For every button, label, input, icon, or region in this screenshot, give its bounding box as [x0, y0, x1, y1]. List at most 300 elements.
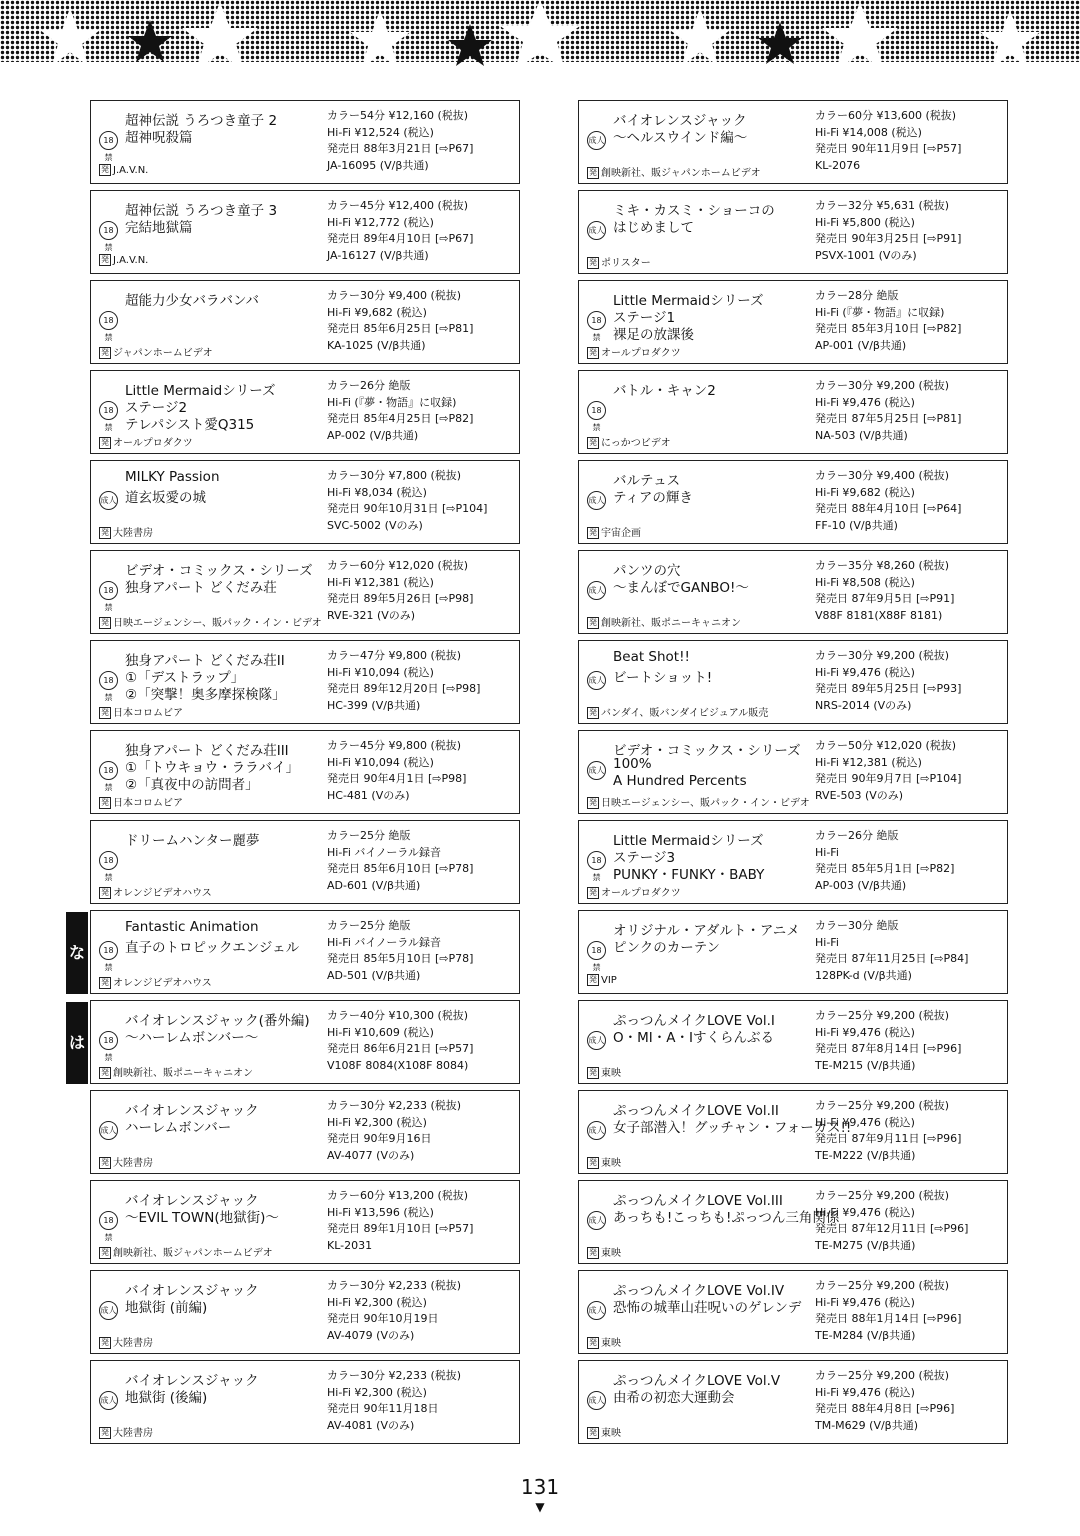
detail-line: HC-399 (V/β共通): [327, 698, 421, 712]
entry-details: [815, 648, 1005, 714]
distributor-name: ジャパンホームビデオ: [113, 348, 213, 359]
entry-details: [327, 918, 517, 984]
detail-line: カラー60分 ¥12,020 (税抜): [327, 559, 469, 572]
detail-line: 発売日 87年12月11日 [⇨P96]: [815, 1222, 969, 1235]
entry-title: ぷっつんメイクLOVE Vol.I: [613, 1013, 775, 1029]
detail-line: カラー30分 ¥2,233 (税抜): [327, 1279, 462, 1292]
detail-line: Hi-Fi: [815, 845, 839, 859]
detail-line: AP-002 (V/β共通): [327, 428, 419, 442]
entry-subtitle: A Hundred Percents: [613, 773, 747, 789]
video-entry: [578, 820, 1008, 904]
video-entry: [90, 1000, 520, 1084]
distributor: [587, 1064, 621, 1079]
publisher-mark-icon: 発: [101, 798, 109, 807]
entry-title: 超能力少女バラバンバ: [125, 293, 260, 309]
detail-line: Hi-Fi ¥9,476 (税込): [815, 1295, 915, 1309]
distributor-name: 大陸書房: [113, 1158, 153, 1169]
rating-badge-icon: 18禁: [587, 401, 606, 420]
entry-title: バイオレンスジャック(番外編): [125, 1013, 310, 1029]
entry-details: [327, 288, 517, 354]
rating-badge-icon: 18禁: [99, 1031, 118, 1050]
entry-details: [815, 918, 1005, 984]
detail-line: Hi-Fi ¥10,609 (税込): [327, 1025, 434, 1039]
detail-line: カラー30分 絶版: [815, 919, 899, 932]
distributor: [587, 614, 741, 629]
publisher-mark-icon: 発: [101, 978, 109, 987]
detail-line: 発売日 90年10月31日 [⇨P104]: [327, 502, 488, 515]
rating-badge-icon: 成人: [99, 1121, 118, 1140]
entry-details: [815, 1278, 1005, 1344]
publisher-mark-icon: 発: [101, 438, 109, 447]
detail-line: Hi-Fi ¥9,476 (税込): [815, 395, 915, 409]
publisher-mark-icon: 発: [589, 888, 597, 897]
entry-subtitle: 由希の初恋大運動会: [613, 1390, 735, 1406]
detail-line: AV-4081 (Vのみ): [327, 1418, 415, 1432]
distributor: [587, 974, 617, 986]
detail-line: AP-001 (V/β共通): [815, 338, 907, 352]
entry-details: [327, 198, 517, 264]
video-entry: [90, 100, 520, 184]
detail-line: カラー25分 ¥9,200 (税抜): [815, 1369, 950, 1382]
video-entry: [90, 190, 520, 274]
detail-line: Hi-Fi ¥9,476 (税込): [815, 1025, 915, 1039]
publisher-mark-icon: 発: [589, 798, 597, 807]
distributor: [99, 884, 212, 899]
distributor-name: 創映新社、販ジャパンホームビデオ: [113, 1248, 273, 1259]
detail-line: Hi-Fi ¥10,094 (税込): [327, 755, 434, 769]
video-entry: [578, 460, 1008, 544]
entry-title: バイオレンスジャック: [125, 1193, 259, 1209]
rating-badge-icon: 18禁: [587, 311, 606, 330]
entry-details: [327, 1098, 517, 1164]
detail-line: JA-16095 (V/β共通): [327, 158, 429, 172]
detail-line: KL-2031: [327, 1238, 373, 1252]
rating-badge-icon: 成人: [587, 1301, 606, 1320]
detail-line: カラー30分 ¥9,400 (税抜): [327, 289, 462, 302]
detail-line: 128PK-d (V/β共通): [815, 968, 912, 982]
distributor: [99, 1154, 153, 1169]
publisher-mark-icon: 発: [101, 1338, 109, 1347]
left-column: [90, 100, 520, 1450]
entry-details: [815, 198, 1005, 264]
entry-title: 独身アパート どくだみ荘III: [125, 743, 289, 759]
distributor-name: J.A.V.N.: [113, 165, 149, 176]
distributor-name: 創映新社、販ジャパンホームビデオ: [601, 168, 761, 179]
detail-line: Hi-Fi バイノーラル録音: [327, 845, 442, 859]
detail-line: Hi-Fi (『夢・物語』に収録): [327, 395, 457, 409]
detail-line: Hi-Fi ¥9,476 (税込): [815, 1205, 915, 1219]
distributor-name: 東映: [601, 1068, 621, 1079]
detail-line: 発売日 89年1月10日 [⇨P57]: [327, 1222, 474, 1235]
entry-details: [815, 1008, 1005, 1074]
entry-details: [815, 1368, 1005, 1434]
entry-subtitle: 超神呪殺篇: [125, 130, 193, 146]
video-entry: [90, 820, 520, 904]
detail-line: 発売日 90年3月25日 [⇨P91]: [815, 232, 962, 245]
detail-line: 発売日 88年1月14日 [⇨P96]: [815, 1312, 962, 1325]
publisher-mark-icon: 発: [589, 1338, 597, 1347]
video-entry: [90, 1270, 520, 1354]
distributor: [587, 434, 671, 449]
entry-details: [327, 1188, 517, 1254]
distributor: [99, 344, 213, 359]
detail-line: TE-M215 (V/β共通): [815, 1058, 916, 1072]
detail-line: カラー60分 ¥13,600 (税抜): [815, 109, 957, 122]
detail-line: 発売日 89年4月10日 [⇨P67]: [327, 232, 474, 245]
detail-line: Hi-Fi ¥5,800 (税込): [815, 215, 915, 229]
detail-line: Hi-Fi ¥14,008 (税込): [815, 125, 922, 139]
detail-line: カラー47分 ¥9,800 (税抜): [327, 649, 462, 662]
distributor-name: 日映エージェンシー、販パック・イン・ビデオ: [601, 798, 810, 809]
entry-details: [327, 468, 517, 534]
rating-badge-icon: 成人: [587, 1121, 606, 1140]
entry-subtitle: ティアの輝き: [613, 490, 693, 506]
detail-line: JA-16127 (V/β共通): [327, 248, 429, 262]
distributor-name: 大陸書房: [113, 1428, 153, 1439]
distributor: [99, 164, 148, 176]
detail-line: 発売日 87年8月14日 [⇨P96]: [815, 1042, 962, 1055]
detail-line: カラー30分 ¥9,200 (税抜): [815, 649, 950, 662]
entry-title: バイオレンスジャック: [125, 1373, 259, 1389]
detail-line: 発売日 89年5月26日 [⇨P98]: [327, 592, 474, 605]
detail-line: AV-4077 (Vのみ): [327, 1148, 415, 1162]
distributor: [587, 164, 761, 179]
distributor-name: オールプロダクツ: [601, 888, 681, 899]
rating-badge-icon: 18禁: [99, 401, 118, 420]
detail-line: TE-M222 (V/β共通): [815, 1148, 916, 1162]
detail-line: Hi-Fi バイノーラル録音: [327, 935, 442, 949]
entry-details: [327, 1278, 517, 1344]
detail-line: Hi-Fi ¥2,300 (税込): [327, 1115, 427, 1129]
detail-line: 発売日 88年4月8日 [⇨P96]: [815, 1402, 955, 1415]
detail-line: Hi-Fi ¥13,596 (税込): [327, 1205, 434, 1219]
rating-badge-icon: 18禁: [99, 671, 118, 690]
entry-details: [327, 738, 517, 804]
publisher-mark-icon: 発: [589, 168, 597, 177]
distributor-name: VIP: [601, 975, 617, 986]
distributor-name: 東映: [601, 1248, 621, 1259]
publisher-mark-icon: 発: [589, 348, 597, 357]
entry-title: オリジナル・アダルト・アニメ: [613, 923, 800, 939]
detail-line: 発売日 87年5月25日 [⇨P81]: [815, 412, 962, 425]
rating-badge-icon: 18禁: [99, 941, 118, 960]
detail-line: カラー35分 ¥8,260 (税抜): [815, 559, 950, 572]
distributor: [587, 1154, 621, 1169]
rating-badge-icon: 成人: [99, 491, 118, 510]
rating-badge-icon: 成人: [99, 1301, 118, 1320]
distributor: [587, 1244, 621, 1259]
entry-subtitle: 〜まんぼでGANBO!〜: [613, 580, 749, 596]
entry-details: [327, 558, 517, 624]
entry-subtitle: O・MI・A・Iすくらんぶる: [613, 1030, 774, 1046]
detail-line: TE-M275 (V/β共通): [815, 1238, 916, 1252]
video-entry: [578, 190, 1008, 274]
detail-line: 発売日 88年3月21日 [⇨P67]: [327, 142, 474, 155]
video-entry: [578, 1000, 1008, 1084]
detail-line: NA-503 (V/β共通): [815, 428, 908, 442]
detail-line: TM-M629 (V/β共通): [815, 1418, 918, 1432]
index-tab-ha: は: [66, 1002, 88, 1084]
star-pattern-header: [0, 0, 1080, 78]
distributor: [99, 1244, 273, 1259]
detail-line: 発売日 88年4月10日 [⇨P64]: [815, 502, 962, 515]
publisher-mark-icon: 発: [101, 888, 109, 897]
detail-line: 発売日 87年11月25日 [⇨P84]: [815, 952, 969, 965]
video-entry: [90, 1180, 520, 1264]
rating-badge-icon: 18禁: [99, 581, 118, 600]
video-entry: [90, 280, 520, 364]
distributor-name: 日映エージェンシー、販パック・イン・ビデオ: [113, 618, 322, 629]
detail-line: カラー40分 ¥10,300 (税抜): [327, 1009, 469, 1022]
detail-line: KL-2076: [815, 158, 861, 172]
entry-title: 超神伝説 うろつき童子 3: [125, 203, 278, 219]
distributor: [99, 1424, 153, 1439]
entry-title: MILKY Passion: [125, 469, 220, 485]
detail-line: カラー60分 ¥13,200 (税抜): [327, 1189, 469, 1202]
entry-title: ビデオ・コミックス・シリーズ: [125, 563, 313, 579]
distributor: [99, 254, 148, 266]
detail-line: カラー30分 ¥2,233 (税抜): [327, 1099, 462, 1112]
detail-line: Hi-Fi ¥9,476 (税込): [815, 665, 915, 679]
detail-line: カラー25分 ¥9,200 (税抜): [815, 1009, 950, 1022]
entry-subtitle: ①「デストラップ」: [125, 670, 245, 686]
detail-line: 発売日 85年6月25日 [⇨P81]: [327, 322, 474, 335]
distributor: [587, 1424, 621, 1439]
entry-title: 独身アパート どくだみ荘II: [125, 653, 285, 669]
rating-badge-icon: 18禁: [99, 1211, 118, 1230]
detail-line: カラー25分 ¥9,200 (税抜): [815, 1189, 950, 1202]
distributor: [99, 794, 183, 809]
entry-details: [327, 108, 517, 174]
detail-line: カラー45分 ¥12,400 (税抜): [327, 199, 469, 212]
detail-line: Hi-Fi ¥9,476 (税込): [815, 1115, 915, 1129]
distributor: [99, 614, 322, 629]
detail-line: カラー30分 ¥9,200 (税抜): [815, 379, 950, 392]
entry-title: ビデオ・コミックス・シリーズ: [613, 743, 801, 759]
entry-subtitle: 恐怖の城華山荘呪いのゲレンデ: [613, 1300, 802, 1316]
detail-line: カラー50分 ¥12,020 (税抜): [815, 739, 957, 752]
entry-title: ぷっつんメイクLOVE Vol.III: [613, 1193, 783, 1209]
publisher-mark-icon: 発: [589, 528, 597, 537]
entry-details: [815, 108, 1005, 174]
detail-line: カラー45分 ¥9,800 (税抜): [327, 739, 462, 752]
entry-details: [327, 828, 517, 894]
entry-subtitle: ステージ2: [125, 400, 188, 416]
detail-line: 発売日 85年3月10日 [⇨P82]: [815, 322, 962, 335]
video-entry: [90, 460, 520, 544]
detail-line: Hi-Fi ¥9,682 (税込): [327, 305, 427, 319]
video-entry: [90, 1090, 520, 1174]
detail-line: カラー30分 ¥9,400 (税抜): [815, 469, 950, 482]
detail-line: 発売日 90年9月7日 [⇨P104]: [815, 772, 962, 785]
rating-badge-icon: 18禁: [99, 131, 118, 150]
detail-line: カラー30分 ¥2,233 (税抜): [327, 1369, 462, 1382]
entry-title: Little Mermaidシリーズ: [125, 383, 276, 399]
video-entry: [90, 550, 520, 634]
distributor-name: 東映: [601, 1428, 621, 1439]
entry-details: [815, 288, 1005, 354]
publisher-mark-icon: 発: [589, 618, 597, 627]
detail-line: V108F 8084(X108F 8084): [327, 1058, 469, 1072]
distributor: [99, 704, 183, 719]
publisher-mark-icon: 発: [589, 708, 597, 717]
detail-line: カラー25分 絶版: [327, 919, 411, 932]
publisher-mark-icon: 発: [101, 1068, 109, 1077]
distributor-name: にっかつビデオ: [601, 438, 671, 449]
distributor-name: 大陸書房: [113, 528, 153, 539]
detail-line: Hi-Fi ¥9,476 (税込): [815, 1385, 915, 1399]
distributor: [99, 1064, 253, 1079]
rating-badge-icon: 成人: [587, 1031, 606, 1050]
detail-line: 発売日 90年11月9日 [⇨P57]: [815, 142, 962, 155]
rating-badge-icon: 18禁: [587, 851, 606, 870]
rating-badge-icon: 18禁: [99, 761, 118, 780]
distributor: [587, 524, 641, 539]
publisher-mark-icon: 発: [101, 528, 109, 537]
detail-line: TE-M284 (V/β共通): [815, 1328, 916, 1342]
distributor: [587, 794, 810, 809]
distributor-name: 創映新社、販ポニーキャニオン: [113, 1068, 253, 1079]
entry-details: [327, 1008, 517, 1074]
detail-line: 発売日 90年9月16日: [327, 1132, 432, 1145]
publisher-mark-icon: 発: [101, 165, 109, 174]
entry-details: [327, 378, 517, 444]
distributor-name: オールプロダクツ: [601, 348, 681, 359]
distributor: [99, 524, 153, 539]
index-tab-na: な: [66, 912, 88, 994]
entry-subtitle: ビートショット!: [613, 670, 713, 686]
rating-badge-icon: 成人: [587, 221, 606, 240]
publisher-mark-icon: 発: [589, 1428, 597, 1437]
detail-line: カラー25分 絶版: [327, 829, 411, 842]
detail-line: カラー25分 ¥9,200 (税抜): [815, 1099, 950, 1112]
video-entry: [90, 730, 520, 814]
distributor-name: 日本コロムビア: [113, 708, 183, 719]
entry-title: Little Mermaidシリーズ: [613, 833, 764, 849]
entry-subtitle: 女子部潜入！グッチャン・フォーカス!!: [613, 1120, 852, 1136]
entry-subtitle: ②「突撃！奥多摩探検隊」: [125, 687, 286, 703]
entry-details: [815, 1098, 1005, 1164]
rating-badge-icon: 成人: [587, 671, 606, 690]
detail-line: 発売日 85年4月25日 [⇨P82]: [327, 412, 474, 425]
distributor-name: ポリスター: [601, 258, 651, 269]
publisher-mark-icon: 発: [589, 1248, 597, 1257]
distributor-name: 日本コロムビア: [113, 798, 183, 809]
rating-badge-icon: 成人: [587, 131, 606, 150]
entry-title: Fantastic Animation: [125, 919, 259, 935]
entry-title: ぷっつんメイクLOVE Vol.II: [613, 1103, 779, 1119]
entry-title: Beat Shot!!: [613, 649, 690, 665]
entry-details: [815, 378, 1005, 444]
entry-title: Little Mermaidシリーズ: [613, 293, 764, 309]
entry-subtitle: ①「トウキョウ・ララバイ」: [125, 760, 300, 776]
entry-title: ぷっつんメイクLOVE Vol.IV: [613, 1283, 785, 1299]
detail-line: Hi-Fi ¥2,300 (税込): [327, 1385, 427, 1399]
detail-line: Hi-Fi (『夢・物語』に収録): [815, 305, 945, 319]
rating-badge-icon: 18禁: [587, 941, 606, 960]
entry-subtitle: ステージ1: [613, 310, 676, 326]
distributor: [587, 884, 681, 899]
distributor-name: 東映: [601, 1338, 621, 1349]
detail-line: SVC-5002 (Vのみ): [327, 518, 423, 532]
entry-title: バルテュス: [613, 473, 681, 489]
detail-line: Hi-Fi ¥12,772 (税込): [327, 215, 434, 229]
video-entry: [578, 1090, 1008, 1174]
distributor-name: 東映: [601, 1158, 621, 1169]
detail-line: 発売日 90年10月19日: [327, 1312, 439, 1325]
rating-badge-icon: 18禁: [99, 851, 118, 870]
video-entry: [578, 100, 1008, 184]
publisher-mark-icon: 発: [101, 708, 109, 717]
entry-title: バトル・キャン2: [613, 383, 716, 399]
detail-line: FF-10 (V/β共通): [815, 518, 898, 532]
distributor-name: オレンジビデオハウス: [113, 978, 212, 989]
detail-line: AV-4079 (Vのみ): [327, 1328, 415, 1342]
entry-title: バイオレンスジャック: [125, 1103, 259, 1119]
detail-line: カラー25分 ¥9,200 (税抜): [815, 1279, 950, 1292]
rating-badge-icon: 成人: [587, 761, 606, 780]
entry-subtitle: 100%: [613, 756, 652, 772]
entry-subtitle: ピンクのカーテン: [613, 940, 721, 956]
detail-line: 発売日 85年5月1日 [⇨P82]: [815, 862, 955, 875]
detail-line: 発売日 87年9月5日 [⇨P91]: [815, 592, 955, 605]
distributor-name: 宇宙企画: [601, 528, 641, 539]
entry-details: [815, 1188, 1005, 1254]
publisher-mark-icon: 発: [101, 618, 109, 627]
video-entry: [90, 1360, 520, 1444]
detail-line: Hi-Fi ¥12,381 (税込): [327, 575, 434, 589]
video-entry: [578, 550, 1008, 634]
detail-line: 発売日 87年9月11日 [⇨P96]: [815, 1132, 962, 1145]
entry-title: バイオレンスジャック: [613, 113, 747, 129]
detail-line: Hi-Fi ¥9,682 (税込): [815, 485, 915, 499]
publisher-mark-icon: 発: [589, 1158, 597, 1167]
detail-line: 発売日 90年11月18日: [327, 1402, 439, 1415]
detail-line: Hi-Fi ¥12,381 (税込): [815, 755, 922, 769]
entry-title: バイオレンスジャック: [125, 1283, 259, 1299]
publisher-mark-icon: 発: [101, 1158, 109, 1167]
publisher-mark-icon: 発: [101, 348, 109, 357]
detail-line: Hi-Fi ¥12,524 (税込): [327, 125, 434, 139]
detail-line: AD-501 (V/β共通): [327, 968, 421, 982]
detail-line: RVE-321 (Vのみ): [327, 608, 416, 622]
entry-details: [815, 738, 1005, 804]
publisher-mark-icon: 発: [589, 438, 597, 447]
distributor: [587, 344, 681, 359]
page-arrow: ▼: [535, 1500, 545, 1514]
video-entry: [578, 370, 1008, 454]
entry-title: ぷっつんメイクLOVE Vol.V: [613, 1373, 781, 1389]
entry-subtitle: テレパシスト愛Q315: [125, 417, 255, 433]
video-entry: [90, 910, 520, 994]
detail-line: PSVX-1001 (Vのみ): [815, 248, 917, 262]
distributor-name: 創映新社、販ポニーキャニオン: [601, 618, 741, 629]
detail-line: カラー28分 絶版: [815, 289, 899, 302]
entry-subtitle: ②「真夜中の訪問者」: [125, 777, 259, 793]
entry-subtitle: ステージ3: [613, 850, 676, 866]
distributor-name: オレンジビデオハウス: [113, 888, 212, 899]
rating-badge-icon: 成人: [587, 1391, 606, 1410]
video-entry: [578, 910, 1008, 994]
entry-details: [327, 648, 517, 714]
publisher-mark-icon: 発: [101, 1428, 109, 1437]
distributor-name: バンダイ、販バンダイビジュアル販売: [601, 708, 769, 719]
rating-badge-icon: 18禁: [99, 311, 118, 330]
entry-subtitle: あっちも!こっちも!ぷっつん三角関係: [613, 1210, 840, 1226]
entry-subtitle: 完結地獄篇: [125, 220, 193, 236]
entry-details: [815, 828, 1005, 894]
detail-line: カラー26分 絶版: [327, 379, 411, 392]
